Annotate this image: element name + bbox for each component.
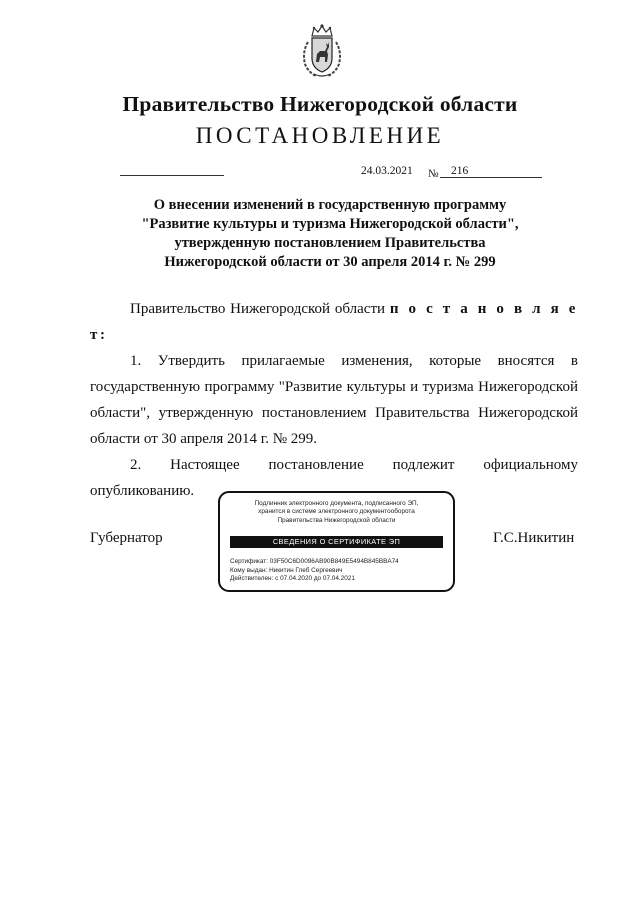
stamp-note-line: Правительства Нижегородской области xyxy=(277,516,396,524)
title-line: О внесении изменений в государственную программу xyxy=(153,197,507,213)
intro-text: Правительство Нижегородской области xyxy=(130,301,386,317)
intro-paragraph xyxy=(90,296,578,348)
stamp-note-line: Подлинник электронного документа, подписанного ЭП, xyxy=(254,500,419,507)
item-1: 1. Утвердить прилагаемые изменения, которые вносятся в государственную программу "Развитие культуры и туризма Нижегородской области", утвержденную постановлением Правительства Нижегородской области от 30 апреля 2014 г. № 299. xyxy=(90,353,578,447)
document-title xyxy=(100,196,560,272)
number-sign: № xyxy=(428,168,439,180)
document-number: 216 xyxy=(451,165,469,177)
title-line: утвержденную постановлением Правительства xyxy=(174,235,486,251)
stamp-issued-to: Кому выдан: Никитин Глеб Сергеевич xyxy=(230,566,343,574)
signatory-name: Г.С.Никитин xyxy=(493,530,575,546)
document-body xyxy=(90,296,578,504)
stamp-note-line: хранится в системе электронного документооборота xyxy=(258,508,415,516)
stamp-band: СВЕДЕНИЯ О СЕРТИФИКАТЕ ЭП xyxy=(230,536,443,548)
electronic-signature-stamp xyxy=(218,491,455,592)
stamp-details xyxy=(230,558,399,584)
title-line: "Развитие культуры и туризма Нижегородской области", xyxy=(141,216,519,232)
coat-of-arms-emblem xyxy=(300,22,344,78)
signatory-position: Губернатор xyxy=(90,530,163,546)
organization-name: Правительство Нижегородской области xyxy=(122,92,518,116)
blank-date-line xyxy=(120,175,224,176)
stamp-certificate: Сертификат: 03F50C6D0096AB90B849E5494B845BBA74 xyxy=(230,558,399,565)
item-2: 2. Настоящее постановление подлежит официальному опубликованию. xyxy=(90,457,578,499)
number-underline xyxy=(440,177,542,178)
stamp-note xyxy=(220,500,453,525)
document-date: 24.03.2021 xyxy=(361,165,413,177)
intro-decree: п о с т а н о в л я е т: xyxy=(90,301,578,343)
document-type: ПОСТАНОВЛЕНИЕ xyxy=(195,123,445,148)
title-line: Нижегородской области от 30 апреля 2014 г. № 299 xyxy=(164,254,496,270)
stamp-validity: Действителен: с 07.04.2020 до 07.04.2021 xyxy=(230,575,355,583)
